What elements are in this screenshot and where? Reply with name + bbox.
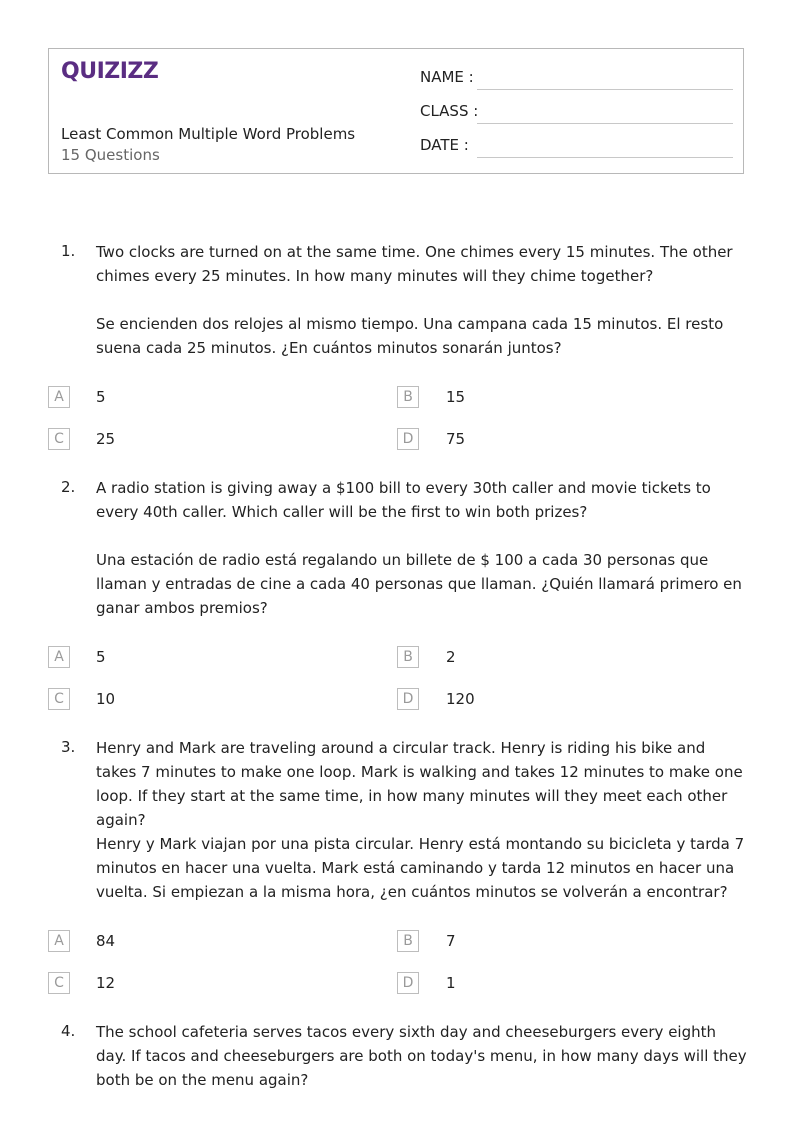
option-d-text: 75 (446, 430, 466, 448)
option-c-text: 10 (96, 690, 116, 708)
option-a-text: 5 (96, 388, 106, 406)
option-a-box[interactable]: A (48, 930, 70, 952)
question-number: 4. (61, 1022, 76, 1040)
class-label: CLASS : (420, 102, 479, 120)
option-b-box[interactable]: B (397, 930, 419, 952)
option-b-box[interactable]: B (397, 386, 419, 408)
option-b-text: 15 (446, 388, 466, 406)
option-c-box[interactable]: C (48, 688, 70, 710)
class-line (477, 123, 733, 124)
date-label: DATE : (420, 136, 469, 154)
worksheet-title: Least Common Multiple Word Problems (61, 125, 356, 143)
question-number: 3. (61, 738, 76, 756)
option-a-text: 84 (96, 932, 116, 950)
option-c-text: 12 (96, 974, 116, 992)
option-a-box[interactable]: A (48, 646, 70, 668)
question-text-es: Se encienden dos relojes al mismo tiempo. Una campana cada 15 minutos. El resto suena cada 25 minutos. ¿En cuántos minutos sonarán juntos? (96, 315, 724, 357)
option-d-text: 120 (446, 690, 475, 708)
question-text-en: A radio station is giving away a $100 bill to every 30th caller and movie tickets to every 40th caller. Which caller will be the first to win both prizes? (96, 479, 711, 521)
name-line (477, 89, 733, 90)
option-b-text: 7 (446, 932, 456, 950)
question-text-en: The school cafeteria serves tacos every sixth day and cheeseburgers every eighth day. If tacos and cheeseburgers are both on today's menu, in how many days will they both be on the menu again? (96, 1023, 747, 1089)
worksheet-header (48, 48, 744, 174)
option-d-box[interactable]: D (397, 972, 419, 994)
question-text-en: Henry and Mark are traveling around a circular track. Henry is riding his bike and takes 7 minutes to make one loop. Mark is walking and takes 12 minutes to make one loop. If they start at the same time, in how many minutes will they meet each other again? (96, 739, 743, 829)
option-c-box[interactable]: C (48, 428, 70, 450)
option-b-box[interactable]: B (397, 646, 419, 668)
name-label: NAME : (420, 68, 474, 86)
question-count: 15 Questions (61, 146, 160, 164)
option-c-text: 25 (96, 430, 116, 448)
date-line (477, 157, 733, 158)
question-number: 1. (61, 242, 76, 260)
option-a-box[interactable]: A (48, 386, 70, 408)
option-a-text: 5 (96, 648, 106, 666)
question-number: 2. (61, 478, 76, 496)
question-text-en: Two clocks are turned on at the same time. One chimes every 15 minutes. The other chimes every 25 minutes. In how many minutes will they chime together? (96, 243, 733, 285)
option-c-box[interactable]: C (48, 972, 70, 994)
option-d-box[interactable]: D (397, 688, 419, 710)
option-d-text: 1 (446, 974, 456, 992)
question-text-es: Henry y Mark viajan por una pista circular. Henry está montando su bicicleta y tarda 7 minutos en hacer una vuelta. Mark está caminando y tarda 12 minutos en hacer una vuelta. Si empiezan a la misma hora, ¿en cuántos minutos se volverán a encontrar? (96, 835, 745, 901)
quizizz-logo: QUIZIZZ (61, 59, 159, 84)
option-d-box[interactable]: D (397, 428, 419, 450)
question-text-es: Una estación de radio está regalando un billete de $ 100 a cada 30 personas que llaman y entradas de cine a cada 40 personas que llaman. ¿Quién llamará primero en ganar ambos premios? (96, 551, 742, 617)
option-b-text: 2 (446, 648, 456, 666)
